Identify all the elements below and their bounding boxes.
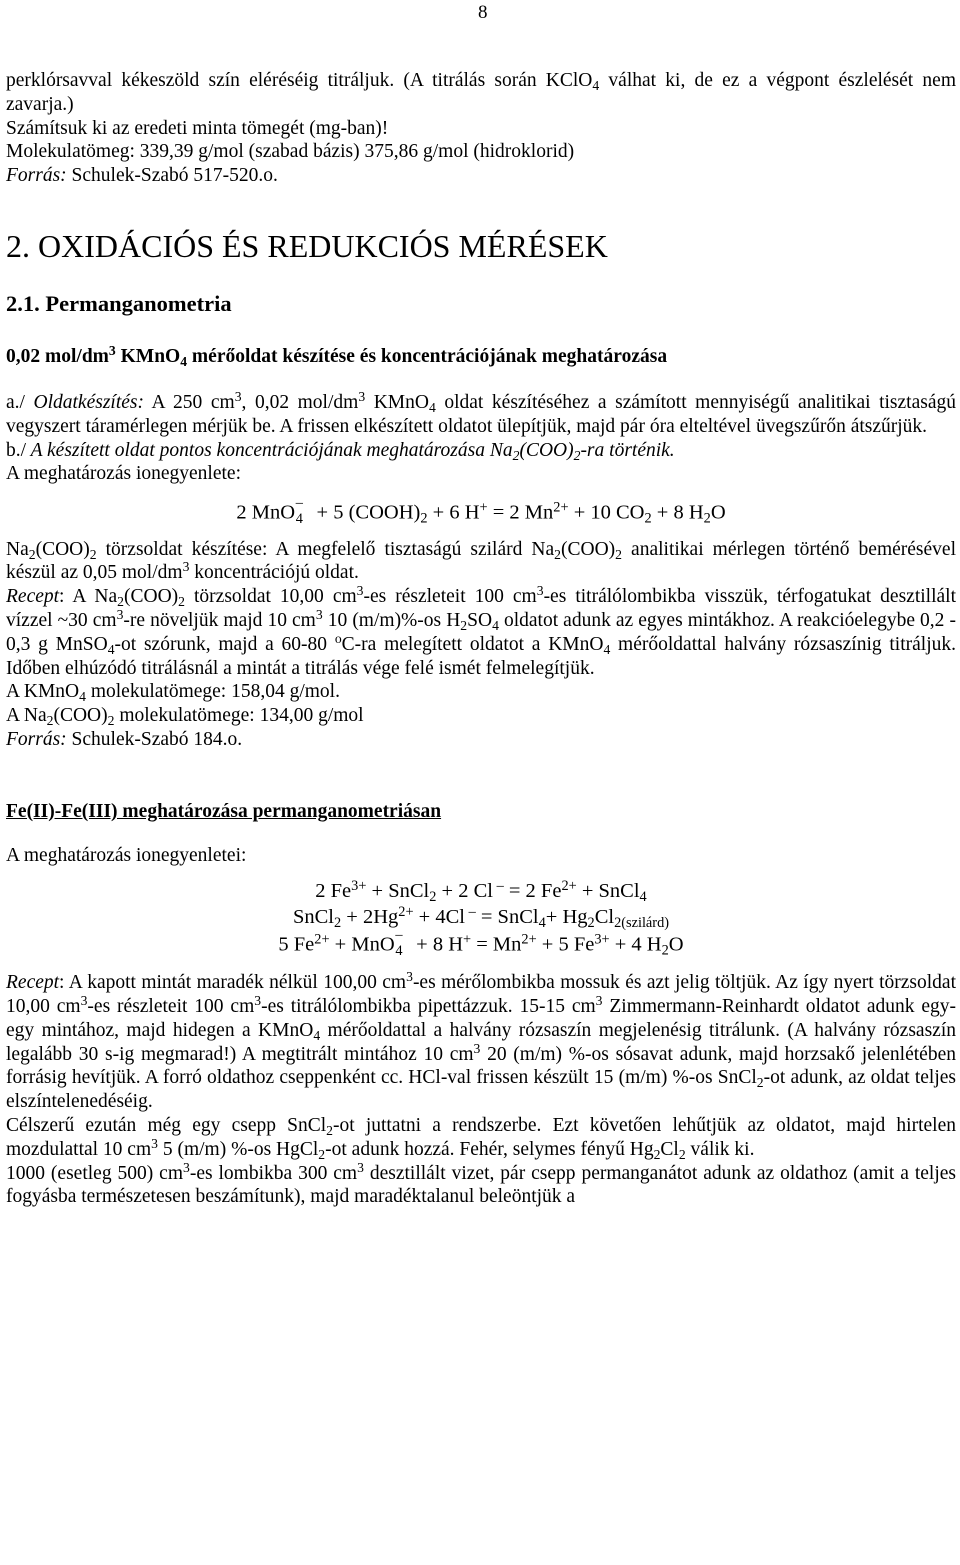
ion-equation-2: 2 $Fe^{3+}$ + SnCl$_2$ + 2 Cl – = 2 $Fe^{2+}$ + SnCl$_4$: [315, 877, 647, 905]
page-number: 8: [478, 2, 488, 23]
molecular-weight-line: Molekulatömeg: 339,39 g/mol (szabad bázis) 375,86 g/mol (hidroklorid): [6, 141, 575, 163]
ion-equation-4: 5 $Fe^{2+}$ + MnO – 4 + 8 $H^+ = Mn^{2+} + 5$ $Fe^{3+} + 4$ $H_2O$: [278, 926, 684, 959]
intro-question: Számítsuk ki az eredeti minta tömegét (mg-ban)!: [6, 117, 389, 139]
paragraph-dilution: 1000 (esetleg 500) $cm^3-es$ lombikba 300 $cm^3$ desztillált vizet, pár csepp permanganátot adunk az oldathoz (amit a teljes fogyásba természetesen beszámítunk), majd maradéktalanul beleöntjük a: [6, 1159, 956, 1208]
fe-equations-intro: A meghatározás ionegyenletei:: [6, 844, 247, 866]
fe-section-heading: Fe(II)-Fe(III) meghatározása permanganometriásan: [6, 800, 442, 822]
source-line-2: Forrás: Schulek-Szabó 184.o.: [6, 729, 243, 751]
molecular-weight-kmno4: A KMnO$_4$ molekulatömege: 158,04 g/mol.: [6, 681, 340, 705]
preparation-paragraph-a: a./ Oldatkészítés: A 250 $cm^3$, 0,02 mol/$dm^3$ KMnO$_4$ oldat készítéséhez a számított mennyiségű analitikai tisztaságú vegyszert táramérlegen mérjük be. A frissen elkészített oldatot ülepítjük, majd pár óra elteltével üvegszűrőn átszűrjük.: [6, 389, 956, 437]
section-heading: 2. OXIDÁCIÓS ÉS REDUKCIÓS MÉRÉSEK: [6, 227, 608, 264]
paragraph-sncl2-hgcl2: Célszerű ezután még egy csepp SnCl$_2$-ot juttatni a rendszerbe. Ezt követően lehűtjük az oldatot, majd hirtelen mozdulattal 10 $cm^3$ 5 (m/m) %-os HgCl$_2$-ot adunk hozzá. Fehér, selymes fényű $Hg_2Cl_2$ válik ki.: [6, 1114, 956, 1162]
ion-equation-intro: A meghatározás ionegyenlete:: [6, 463, 241, 485]
source-line-1: Forrás: Schulek-Szabó 517-520.o.: [6, 165, 278, 187]
stock-solution-paragraph: $Na_2(COO)_2$ törzsoldat készítése: A megfelelő tisztaságú szilárd $Na_2(COO)_2$ analitikai mérlegen történő bemérésével készül az 0,05 mol/$dm^3$ koncentrációjú oldat.: [6, 538, 956, 584]
preparation-paragraph-b: b./ A készített oldat pontos koncentrációjának meghatározása $Na_2(COO)_2-ra$ történik.: [6, 439, 675, 463]
document-body: [6, 69, 956, 1209]
recipe-paragraph-2: Recept: A kapott mintát maradék nélkül 100,00 $cm^3-es$ mérőlombikba mossuk és azt jelig töltjük. Az így nyert törzsoldat 10,00 $cm^3-es$ részleteit 100 $cm^3-es$ titrálólombikba pipettázzuk. 15-15 $cm^3$ Zimmermann-Reinhardt oldatot adunk egy-egy mintához, majd hidegen a KMnO$_4$ mérőoldattal a halvány rózsaszín megjelenésig titrálunk. (A halvány rózsaszín legalább 30 s-ig megmarad!) A megtitrált mintához 10 $cm^3$ 20 (m/m) %-os sósavat adunk, majd horzsakő jelenlétében forrásig hevítjük. A forró oldathoz cseppenként cc. HCl-val frissen készült 15 (m/m) %-os SnCl$_2$-ot adunk, az oldat teljes elszíntelenedéséig.: [6, 969, 957, 1113]
intro-paragraph: perklórsavval kékeszöld szín eléréséig titráljuk. (A titrálás során KClO$_4$ válhat ki, de ez a végpont észlelését nem zavarja.): [6, 70, 956, 115]
subsection-heading: 2.1. Permanganometria: [6, 290, 232, 316]
task-heading: 0,02 mol/$dm^3$ KMnO$_4$ mérőoldat készítése és koncentrációjának meghatározása: [6, 343, 668, 369]
ion-equation-3: SnCl$_2$ + $2Hg^{2+} + 4Cl$ – = SnCl$_4$+ $Hg_2Cl_{2(szilárd)}$: [292, 903, 670, 931]
fe-equations: [6, 878, 956, 958]
ion-equation-1: 2 MnO – 4 + 5 $(COOH)_2 + 6$ H+ = 2 $Mn^{2+} + 10$ $CO_2 + 8$ $H_2O$: [236, 495, 726, 528]
molecular-weight-oxalate: A $Na_2(COO)_2$ molekulatömege: 134,00 g/mol: [6, 705, 364, 729]
recipe-paragraph-1: Recept: A $Na_2(COO)_2$ törzsoldat 10,00 $cm^3-es$ részleteit 100 $cm^3-es$ titrálólombikba visszük, térfogatukat desztillált vízzel ~30 $cm^3-re$ növeljük majd 10 $cm^3$ 10 (m/m)%-os $H_2SO_4$ oldatot adunk az egyes mintákhoz. A reakcióelegybe 0,2 - 0,3 g MnSO$_4$-ot szórunk, majd a 60-80 $^o$C-ra melegített oldatot a KMnO$_4$ mérőoldattal halvány rózsaszínig titráljuk. Időben elhúzódó titrálásnál a mintát a titrálás vége felé ismét felmelegítjük.: [6, 583, 956, 679]
